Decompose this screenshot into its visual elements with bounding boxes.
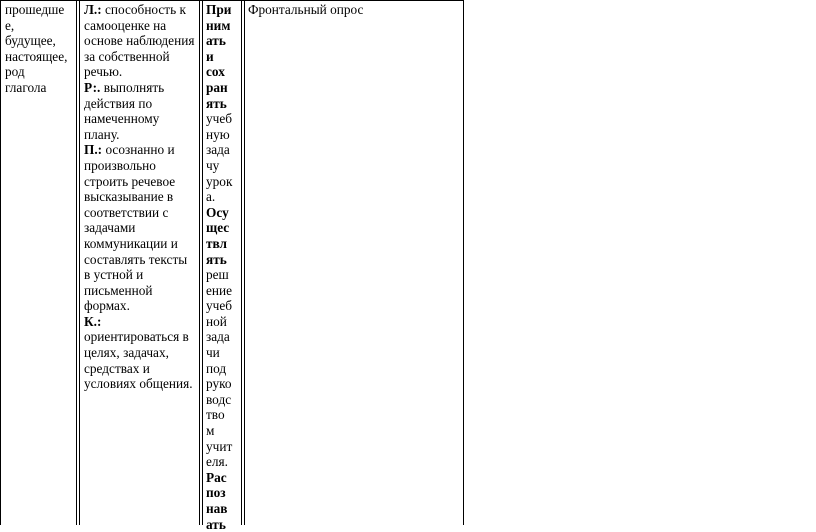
outcome-line (84, 283, 195, 299)
activity-fragment: зада (206, 329, 230, 345)
activity-fragment: водс (206, 391, 232, 407)
activity-fragment: ать (206, 33, 226, 49)
outcome-text: формах. (84, 298, 130, 314)
outcome-text: письменной (84, 282, 153, 298)
outcome-label: П.: (84, 142, 103, 158)
topic-line: настоящее, (5, 48, 68, 64)
activity-fragment: а. (206, 189, 216, 205)
outcome-label: Р:. (84, 79, 101, 95)
outcome-line (84, 298, 195, 314)
cell-learning-outcomes (84, 2, 195, 392)
topic-line: е, (5, 17, 15, 33)
outcome-text: намеченному (84, 111, 160, 127)
activity-fragment: ран (206, 79, 228, 95)
outcome-text: условиях общения. (84, 376, 193, 392)
outcome-line (84, 189, 195, 205)
activity-fragment: чу (206, 157, 220, 173)
outcome-line (84, 252, 195, 268)
activity-fragment: ять (206, 95, 227, 111)
divider-6 (244, 0, 245, 525)
activity-fragment: нав (206, 501, 228, 516)
activity-fragment: ять (206, 251, 227, 267)
activity-fragment: ним (206, 17, 231, 33)
outcome-text: самооценке на (84, 17, 167, 33)
outcome-text: плану. (84, 126, 120, 142)
outcome-text: соответствии с (84, 204, 169, 220)
activity-fragment: сох (206, 64, 225, 80)
outcome-line (84, 267, 195, 283)
activity-fragment: чи (206, 345, 220, 361)
activity-fragment: ать (206, 516, 226, 532)
topic-line: род (5, 64, 25, 80)
outcome-text: основе наблюдения (84, 33, 195, 49)
divider-5 (241, 0, 242, 525)
activity-fragment: учит (206, 438, 233, 454)
outcome-line (84, 111, 195, 127)
outcome-text: задачами (84, 220, 136, 236)
activity-fragment: еля. (206, 454, 228, 470)
activity-fragment: Рас (206, 469, 227, 485)
outcome-line (84, 96, 195, 112)
outcome-line (84, 236, 195, 252)
outcome-line (84, 33, 195, 49)
outcome-line (84, 220, 195, 236)
divider-3 (199, 0, 200, 525)
outcome-text: целях, задачах, (84, 345, 169, 361)
border-right (463, 0, 464, 525)
outcome-line (84, 376, 195, 392)
outcome-text: речью. (84, 64, 123, 80)
outcome-line (84, 361, 195, 377)
activity-fragment: твл (206, 235, 227, 251)
activity-fragment: и (206, 48, 214, 64)
activity-fragment: урок (206, 173, 233, 189)
border-top (0, 0, 464, 1)
activity-fragment: реш (206, 267, 229, 283)
outcome-text: за собственной (84, 48, 170, 64)
activity-fragment: под (206, 360, 227, 376)
activity-fragment: ную (206, 126, 230, 142)
outcome-text: ориентироваться в (84, 329, 189, 345)
outcome-line (84, 314, 195, 345)
outcome-line (84, 158, 195, 174)
outcome-text: средствах и (84, 360, 150, 376)
border-left (0, 0, 1, 525)
outcome-line (84, 345, 195, 361)
divider-4 (202, 0, 203, 525)
outcome-label: Л.: (84, 2, 102, 17)
divider-2 (79, 0, 80, 525)
outcome-text: выполнять (103, 79, 165, 95)
outcome-text: действия по (84, 95, 153, 111)
outcome-text: составлять тексты (84, 251, 188, 267)
outcome-line (84, 2, 195, 18)
outcome-line (84, 174, 195, 190)
topic-line: глагола (5, 79, 47, 95)
outcome-text: в устной и (84, 267, 144, 283)
outcome-line (84, 127, 195, 143)
activity-fragment: При (206, 2, 232, 17)
outcome-line (84, 18, 195, 34)
divider-1 (76, 0, 77, 525)
outcome-text: высказывание в (84, 189, 174, 205)
activity-fragment: м (206, 423, 215, 439)
outcome-line (84, 80, 195, 96)
outcome-text: произвольно (84, 157, 156, 173)
activity-fragment: поз (206, 485, 226, 501)
outcome-label: К.: (84, 313, 102, 329)
outcome-text: осознанно и (105, 142, 175, 158)
activity-fragment: зада (206, 142, 230, 158)
activity-fragment: ной (206, 313, 227, 329)
outcome-line (84, 64, 195, 80)
outcome-line (84, 205, 195, 221)
outcome-text: коммуникации и (84, 235, 178, 251)
activity-fragment: щес (206, 220, 230, 236)
outcome-text: способность к (105, 2, 186, 17)
outcome-text: строить речевое (84, 173, 176, 189)
activity-fragment: руко (206, 376, 232, 392)
topic-line: прошедше (5, 2, 65, 17)
activity-fragment: ение (206, 282, 233, 298)
cell-topic (5, 2, 71, 96)
activity-fragment: Осу (206, 204, 229, 220)
outcome-line (84, 49, 195, 65)
outcome-line (84, 142, 195, 158)
activity-fragment: тво (206, 407, 225, 423)
activity-fragment: учеб (206, 111, 233, 127)
cell-assessment (248, 2, 458, 18)
topic-line: будущее, (5, 33, 56, 49)
cell-activities (206, 2, 240, 532)
activity-fragment: учеб (206, 298, 233, 314)
assessment-text: Фронтальный опрос (248, 2, 364, 17)
